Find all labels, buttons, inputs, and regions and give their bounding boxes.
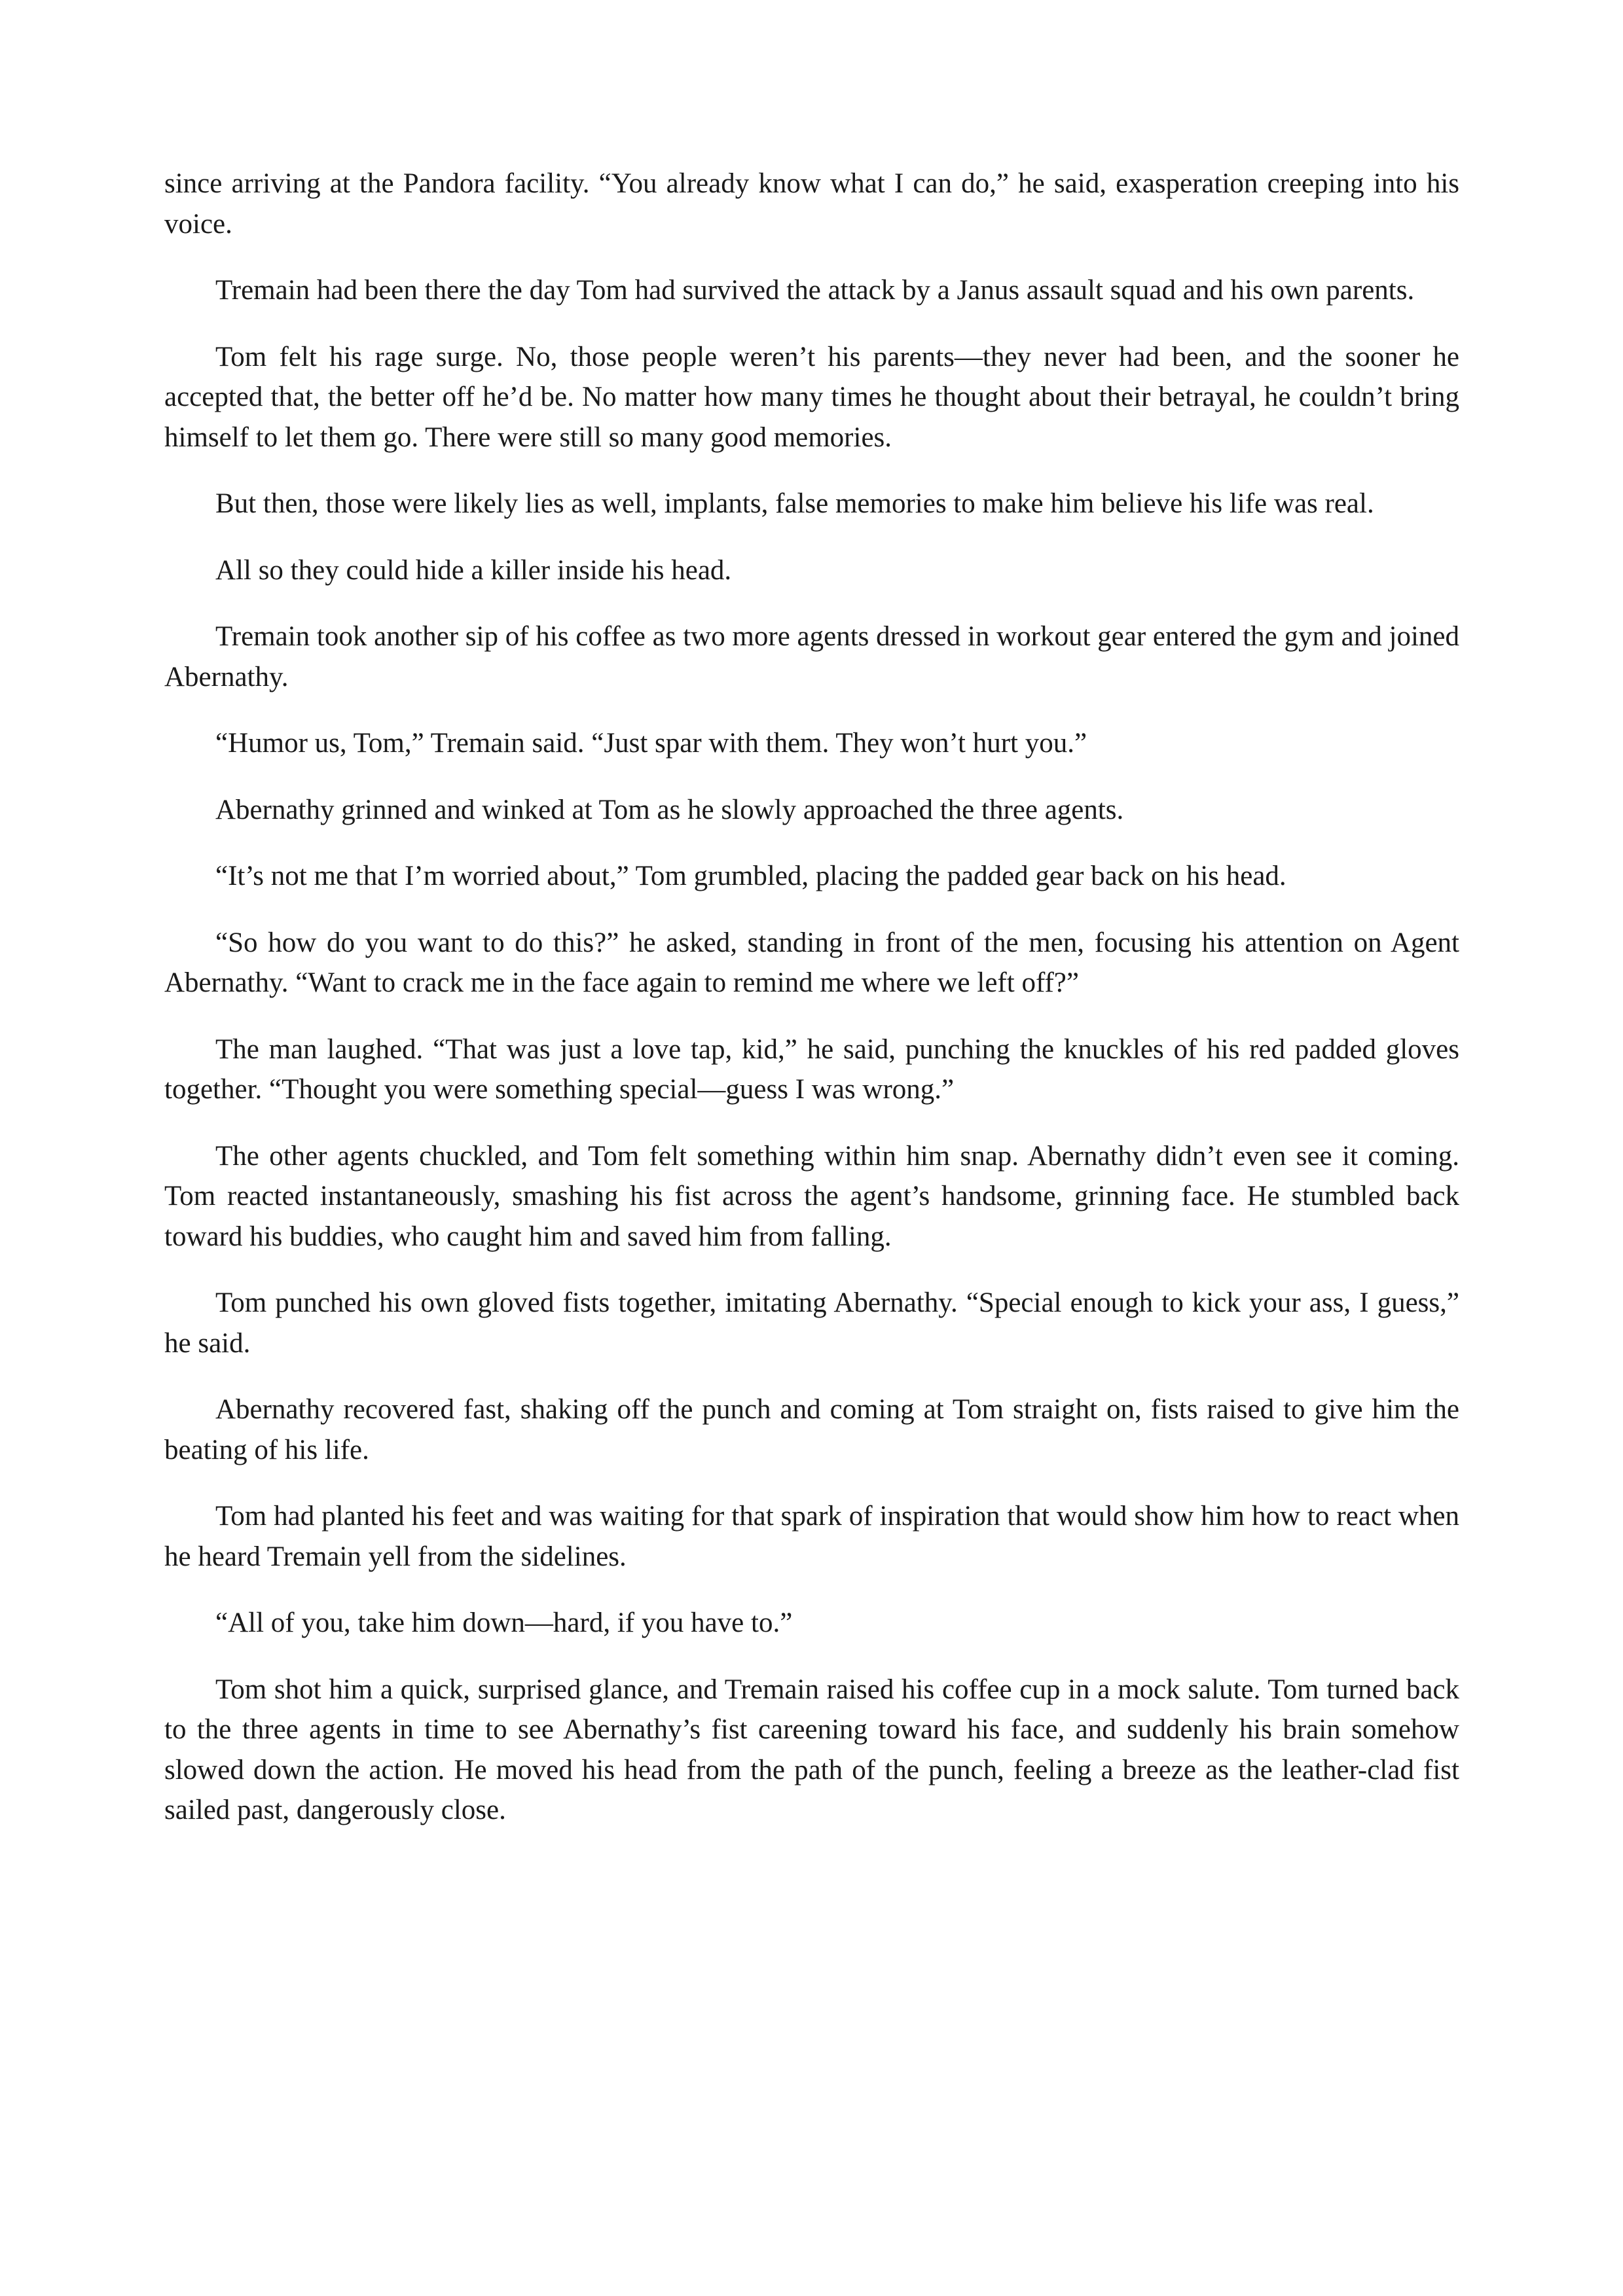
paragraph: “Humor us, Tom,” Tremain said. “Just spar with them. They won’t hurt you.” [215, 728, 1087, 759]
paragraph: All so they could hide a killer inside his head. [215, 554, 732, 586]
body-text [164, 164, 1459, 1857]
paragraph: Tremain had been there the day Tom had survived the attack by a Janus assault squad and his own parents. [215, 275, 1415, 306]
paragraph: The other agents chuckled, and Tom felt something within him snap. Abernathy didn’t even see it coming. Tom reacted instantaneously, smashing his fist across the agent’s handsome, grinning face. He stumbled back toward his buddies, who caught him and saved him from falling. [164, 1140, 1459, 1252]
paragraph: Tom felt his rage surge. No, those people weren’t his parents—they never had been, and the sooner he accepted that, the better off he’d be. No matter how many times he thought about their betrayal, he couldn’t bring himself to let them go. There were still so many good memories. [164, 341, 1459, 453]
paragraph: Abernathy grinned and winked at Tom as he slowly approached the three agents. [215, 794, 1124, 825]
paragraph: The man laughed. “That was just a love tap, kid,” he said, punching the knuckles of his red padded gloves together. “Thought you were something special—guess I was wrong.” [164, 1033, 1459, 1105]
paragraph: “It’s not me that I’m worried about,” Tom grumbled, placing the padded gear back on his head. [215, 861, 1286, 891]
paragraph: But then, those were likely lies as well, implants, false memories to make him believe his life was real. [215, 488, 1374, 519]
paragraph: Tom shot him a quick, surprised glance, and Tremain raised his coffee cup in a mock salute. Tom turned back to the three agents in time to see Abernathy’s fist careening toward his face, and suddenly his brain somehow slowed down the action. He moved his head from the path of the punch, feeling a breeze as the leather-clad fist sailed past, dangerously close. [164, 1674, 1459, 1825]
paragraph: Tom punched his own gloved fists together, imitating Abernathy. “Special enough to kick your ass, I guess,” he said. [164, 1287, 1459, 1359]
paragraph: “So how do you want to do this?” he asked, standing in front of the men, focusing his attention on Agent Abernathy. “Want to crack me in the face again to remind me where we left off?” [164, 927, 1459, 998]
paragraph: since arriving at the Pandora facility. “You already know what I can do,” he said, exasperation creeping into his voice. [164, 168, 1459, 240]
paragraph: “All of you, take him down—hard, if you have to.” [215, 1607, 793, 1638]
paragraph: Abernathy recovered fast, shaking off the punch and coming at Tom straight on, fists raised to give him the beating of his life. [164, 1394, 1459, 1465]
paragraph: Tremain took another sip of his coffee as two more agents dressed in workout gear entered the gym and joined Abernathy. [164, 621, 1459, 692]
paragraph: Tom had planted his feet and was waiting for that spark of inspiration that would show him how to react when he heard Tremain yell from the sidelines. [164, 1501, 1459, 1572]
